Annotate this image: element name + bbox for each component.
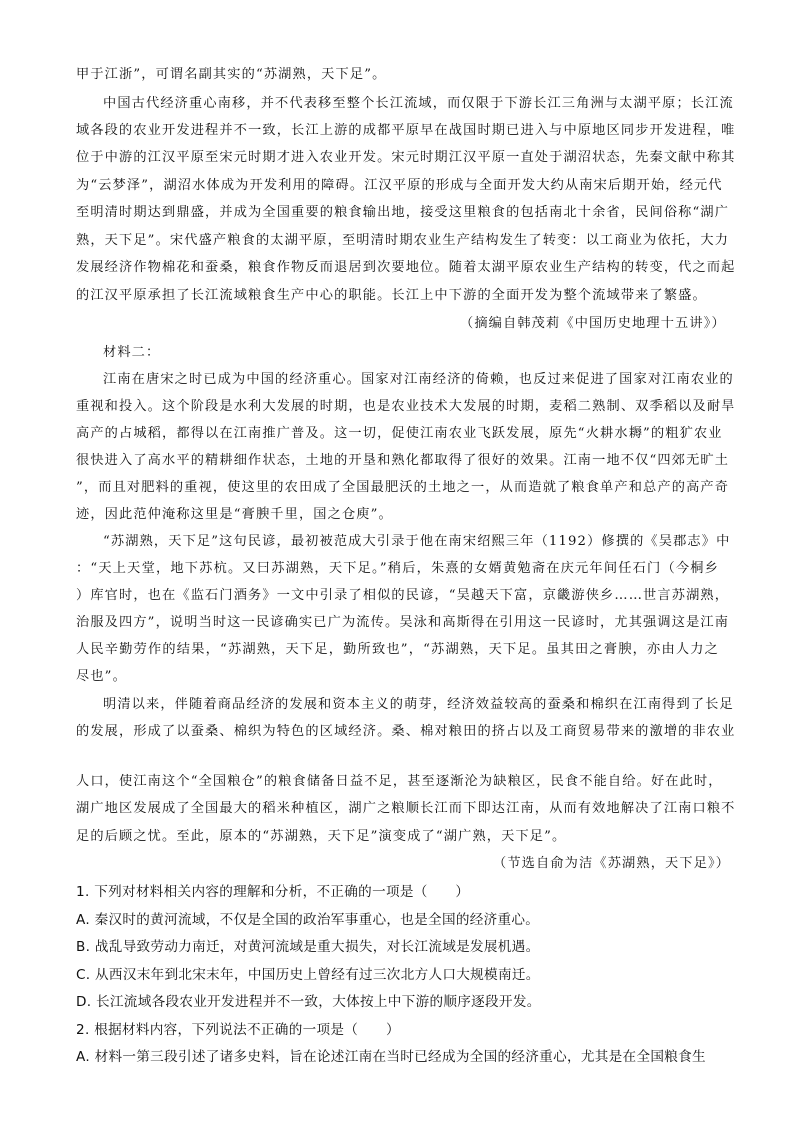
passage-line: 足的后顾之忧。至此，原本的“苏湖熟，天下足”演变成了“湖广熟，天下足”。 (76, 829, 567, 844)
section-heading: 材料二： (103, 345, 161, 360)
question-1-option-c: C. 从西汉末年到北宋末年，中国历史上曾经有过三次北方人口大规模南迁。 (76, 967, 540, 983)
passage-line: ）库官时，也在《监石门酒务》一文中引录了相似的民谚，“吴越天下富，京畿游侠乡……世言苏湖熟， (76, 588, 730, 603)
passage-line: 熟，天下足”。宋代盛产粮食的太湖平原，至明清时期农业生产结构发生了转变：以工商业为依托，大力 (76, 233, 730, 248)
passage-line: 甲于江浙”，可谓名副其实的“苏湖熟，天下足”。 (76, 67, 387, 82)
passage-line: “苏湖熟，天下足”这句民谚，最初被范成大引录于他在南宋绍熙三年（1192）修撰的《吴郡志》中 (103, 534, 731, 549)
source-citation: （摘编自韩茂莉《中国历史地理十五讲》） (460, 316, 726, 331)
passage-line: 中国古代经济重心南移，并不代表移至整个长江流域，而仅限于下游长江三角洲与太湖平原；长江流 (103, 96, 734, 111)
question-1-option-b: B. 战乱导致劳动力南迁，对黄河流域是重大损失，对长江流域是发展机遇。 (76, 939, 540, 955)
passage-line: ：“天上天堂，地下苏杭。又曰苏湖熟，天下足。”稍后，朱熹的女婿黄勉斋在庆元年间任石门（今桐乡 (76, 561, 719, 576)
passage-line: 很快进入了高水平的精耕细作状态，土地的开垦和熟化都取得了很好的效果。江南一地不仅“四郊无旷土 (76, 453, 730, 468)
passage-line: 高产的占城稻，都得以在江南推广普及。这一切，促使江南农业飞跃发展，原先“火耕水耨”的粗犷农业 (76, 426, 723, 441)
passage-line: 明清以来，伴随着商品经济的发展和资本主义的萌芽，经济效益较高的蚕桑和棉织在江南得到了长足 (103, 697, 734, 712)
question-1-option-a: A. 秦汉时的黄河流域，不仅是全国的政治军事重心，也是全国的经济重心。 (76, 912, 540, 928)
passage-line: 为“云梦泽”，湖沼水体成为开发利用的障碍。江汉平原的形成与全面开发大约从南宋后期开始，经元代 (76, 178, 723, 193)
question-1-option-d: D. 长江流域各段农业开发进程并不一致，大体按上中下游的顺序逐段开发。 (76, 994, 541, 1010)
passage-line: 的江汉平原承担了长江流域粮食生产中心的职能。长江上中下游的全面开发为整个流域带来了繁盛。 (76, 288, 707, 303)
source-citation: （节选自俞为洁《苏湖熟，天下足》） (493, 856, 731, 871)
passage-line: 重视和投入。这个阶段是水利大发展的时期，也是农业技术大发展的时期，麦稻二熟制、双季稻以及耐旱 (76, 399, 736, 414)
passage-line: 发展经济作物棉花和蚕桑，粮食作物反而退居到次要地位。随着太湖平原农业生产结构的转变，代之而起 (76, 260, 736, 275)
passage-line: ”，而且对肥料的重视，使这里的农田成了全国最肥沃的土地之一，从而造就了粮食单产和总产的高产奇 (76, 480, 730, 495)
passage-line: 迹，因此范仲淹称这里是“膏腴千里，国之仓庾”。 (76, 507, 393, 522)
passage-line: 的发展，形成了以蚕桑、棉织为特色的区域经济。桑、棉对粮田的挤占以及工商贸易带来的激增的非农业 (76, 724, 736, 739)
passage-line: 至明清时期达到鼎盛，并成为全国重要的粮食输出地，接受这里粮食的包括南北十余省，民间俗称“湖广 (76, 205, 730, 220)
question-2: 2. 根据材料内容，下列说法不正确的一项是（ ） (76, 1022, 400, 1038)
passage-line: 治服及四方”，说明当时这一民谚确实已广为流传。吴泳和高斯得在引用这一民谚时，尤其强调这是江南 (76, 615, 730, 630)
passage-line: 域各段的农业开发进程并不一致，长江上游的成都平原早在战国时期已进入与中原地区同步开发进程，唯 (76, 123, 736, 138)
passage-line: 位于中游的江汉平原至宋元时期才进入农业开发。宋元时期江汉平原一直处于湖沼状态，先秦文献中称其 (76, 150, 736, 165)
passage-line: 人民辛勤劳作的结果，“苏湖熟，天下足，勤所致也”，“苏湖熟，天下足。虽其田之膏腴，亦由人力之 (76, 642, 719, 657)
passage-line: 尽也”。 (76, 669, 127, 684)
question-2-option-a: A. 材料一第三段引述了诸多史料，旨在论述江南在当时已经成为全国的经济重心，尤其是在全国粮食生 (76, 1049, 706, 1065)
passage-line: 人口，使江南这个“全国粮仓”的粮食储备日益不足，甚至逐渐沦为缺粮区，民食不能自给。好在此时， (76, 774, 723, 789)
question-1: 1. 下列对材料相关内容的理解和分析，不正确的一项是（ ） (76, 884, 470, 900)
passage-line: 湖广地区发展成了全国最大的稻米种植区，湖广之粮顺长江而下即达江南，从而有效地解决了江南口粮不 (76, 801, 736, 816)
passage-line: 江南在唐宋之时已成为中国的经济重心。国家对江南经济的倚赖，也反过来促进了国家对江南农业的 (103, 372, 734, 387)
